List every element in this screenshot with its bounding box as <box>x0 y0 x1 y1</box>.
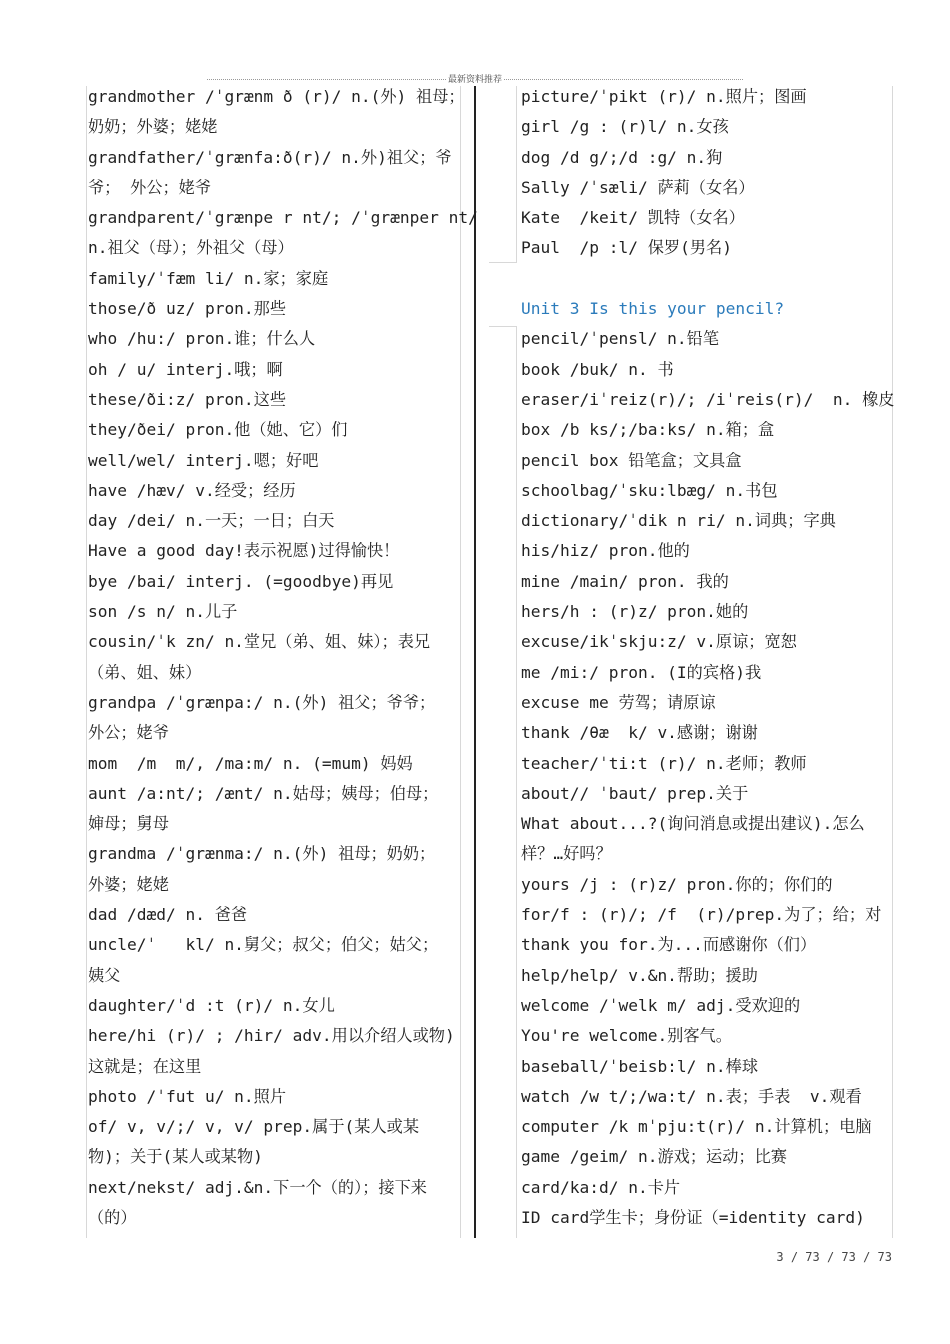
vocab-line: family/ˈfæm li/ n.家；家庭 <box>88 268 329 288</box>
column-divider <box>474 86 476 1238</box>
left-column-border-left <box>86 86 87 1238</box>
vocab-line: son /s n/ n.儿子 <box>88 602 238 622</box>
vocab-line: have /hæv/ v.经受；经历 <box>88 480 296 500</box>
vocab-line: game /geim/ n.游戏；运动；比赛 <box>521 1147 787 1167</box>
vocab-line: baseball/ˈbeisb:l/ n.棒球 <box>521 1056 759 1076</box>
vocab-line: grandfather/ˈgrænfa:ð(r)/ n.外)祖父；爷 <box>88 147 452 167</box>
vocab-line: You're welcome.别客气。 <box>521 1026 732 1046</box>
vocab-line: yours /j : (r)z/ pron.你的；你们的 <box>521 874 833 894</box>
vocab-line: ID card学生卡；身份证（=identity card) <box>521 1207 865 1227</box>
vocab-line: 姨父 <box>88 965 121 985</box>
vocab-line: picture/ˈpikt (r)/ n.照片；图画 <box>521 87 807 106</box>
vocab-line: 外公；姥爷 <box>88 723 169 743</box>
right-column-border-right <box>892 86 893 1238</box>
vocab-line: aunt /a:nt/; /ænt/ n.姑母；姨母；伯母； <box>88 783 439 803</box>
vocab-line: 婶母；舅母 <box>88 814 169 834</box>
vocab-line: pencil/ˈpensl/ n.铅笔 <box>521 329 720 349</box>
vocab-line: uncle/ˈ kl/ n.舅父；叔父；伯父；姑父； <box>88 935 439 955</box>
vocab-line: dictionary/ˈdik n ri/ n.词典；字典 <box>521 511 836 531</box>
vocab-line: Paul /p :l/ 保罗(男名) <box>521 238 732 258</box>
vocab-line: pencil box 铅笔盒；文具盒 <box>521 450 742 470</box>
vocab-line: box /b ks/;/ba:ks/ n.箱；盒 <box>521 420 775 440</box>
vocab-line: bye /bai/ interj. (=goodbye)再见 <box>88 571 394 591</box>
vocab-line: his/hiz/ pron.他的 <box>521 541 690 561</box>
vocab-line: n.祖父（母）；外祖父（母） <box>88 238 294 258</box>
vocab-line: 外婆；姥姥 <box>88 874 169 894</box>
vocab-line: mine /main/ pron. 我的 <box>521 571 729 591</box>
vocab-line: girl /g : (r)l/ n.女孩 <box>521 117 729 137</box>
vocab-line: of/ v, v/;/ v, v/ prep.属于(某人或某 <box>88 1117 420 1137</box>
vocab-line: next/nekst/ adj.&n.下一个（的）；接下来 <box>88 1177 427 1197</box>
vocab-line: daughter/ˈd :t (r)/ n.女儿 <box>88 995 335 1015</box>
vocab-line: grandma /ˈgrænma:/ n.(外) 祖母；奶奶； <box>88 844 436 864</box>
right-column-border-top <box>516 86 517 262</box>
vocab-line: those/ð uz/ pron.那些 <box>88 299 287 319</box>
vocab-line: who /hu:/ pron.谁；什么人 <box>88 329 316 349</box>
vocab-line: Have a good day!表示祝愿)过得愉快！ <box>88 541 400 561</box>
vocab-line: me /mi:/ pron. (I的宾格)我 <box>521 662 762 682</box>
vocab-line: card/ka:d/ n.卡片 <box>521 1177 681 1197</box>
vocab-line: computer /k mˈpju:t(r)/ n.计算机；电脑 <box>521 1117 872 1137</box>
vocab-line: （弟、姐、妹） <box>88 662 202 682</box>
vocab-line: teacher/ˈti:t (r)/ n.老师；教师 <box>521 753 807 773</box>
vocab-line: 物)；关于(某人或某物) <box>88 1147 263 1167</box>
section-break-rule-bottom <box>489 326 517 327</box>
vocab-line: 这就是；在这里 <box>88 1056 202 1076</box>
header-dotted-rule-right <box>504 79 743 80</box>
vocab-line: 奶奶；外婆；姥姥 <box>88 117 218 137</box>
vocab-line: Sally /ˈsæli/ 萨莉（女名） <box>521 177 755 197</box>
right-vocabulary-column <box>521 82 895 1233</box>
vocab-line: day /dei/ n.一天；一日；白天 <box>88 511 335 531</box>
vocab-line: hers/h : (r)z/ pron.她的 <box>521 602 749 622</box>
vocab-line: 爷； 外公；姥爷 <box>88 177 212 197</box>
vocab-line: for/f : (r)/; /f (r)/prep.为了；给；对 <box>521 905 882 925</box>
header-dotted-rule-left <box>207 79 446 80</box>
vocab-line: thank you for.为...而感谢你（们） <box>521 935 817 955</box>
vocab-line: excuse/ikˈskju:z/ v.原谅；宽恕 <box>521 632 797 652</box>
vocab-line: thank /θæ k/ v.感谢；谢谢 <box>521 723 758 743</box>
vocab-line: dad /dæd/ n. 爸爸 <box>88 905 248 925</box>
vocab-line: help/help/ v.&n.帮助；援助 <box>521 965 758 985</box>
vocab-line: book /buk/ n. 书 <box>521 359 674 379</box>
vocab-line: What about...?(询问消息或提出建议).怎么 <box>521 814 865 834</box>
vocab-line: grandmother /ˈgrænm ð (r)/ n.(外) 祖母； <box>88 87 465 106</box>
page-number: 3 / 73 / 73 / 73 <box>776 1250 892 1264</box>
vocab-line: mom /m m/, /ma:m/ n. (=mum) 妈妈 <box>88 753 413 773</box>
vocab-line: well/wel/ interj.嗯；好吧 <box>88 450 319 470</box>
left-column-border-right <box>460 86 461 1238</box>
unit-heading: Unit 3 Is this your pencil? <box>521 299 785 319</box>
vocab-line: these/ði:z/ pron.这些 <box>88 389 287 409</box>
header-text: 最新资料推荐 <box>448 74 503 85</box>
vocab-line: 样？…好吗？ <box>521 844 612 864</box>
vocab-line: schoolbag/ˈsku:lbæg/ n.书包 <box>521 480 778 500</box>
vocab-line: welcome /ˈwelk m/ adj.受欢迎的 <box>521 995 801 1015</box>
vocab-line: here/hi (r)/ ; /hir/ adv.用以介绍人或物) <box>88 1026 455 1046</box>
vocab-line: excuse me 劳驾；请原谅 <box>521 692 716 712</box>
vocab-line: cousin/ˈk zn/ n.堂兄（弟、姐、妹）；表兄 <box>88 632 431 652</box>
vocab-line: eraser/iˈreiz(r)/; /iˈreis(r)/ n. 橡皮 <box>521 389 895 409</box>
vocab-line: grandpa /ˈgrænpa:/ n.(外) 祖父；爷爷； <box>88 692 436 712</box>
vocab-line: photo /ˈfut u/ n.照片 <box>88 1086 287 1106</box>
vocab-line: Kate /keit/ 凯特（女名） <box>521 208 745 228</box>
vocab-line: oh / u/ interj.哦；啊 <box>88 359 283 379</box>
right-column-border-bottom <box>516 326 517 1238</box>
vocab-line: they/ðei/ pron.他（她、它）们 <box>88 420 348 440</box>
vocab-line: watch /w t/;/wa:t/ n.表；手表 v.观看 <box>521 1086 862 1106</box>
vocab-line: （的） <box>88 1207 137 1227</box>
vocab-line: grandparent/ˈgrænpe r nt/; /ˈgrænper nt/ <box>88 208 478 228</box>
vocab-line: dog /d g/;/d :g/ n.狗 <box>521 147 723 167</box>
vocab-line <box>521 264 891 294</box>
vocab-line: about// ˈbaut/ prep.关于 <box>521 783 749 803</box>
section-break-rule-top <box>489 262 517 263</box>
left-vocabulary-column <box>88 82 478 1233</box>
